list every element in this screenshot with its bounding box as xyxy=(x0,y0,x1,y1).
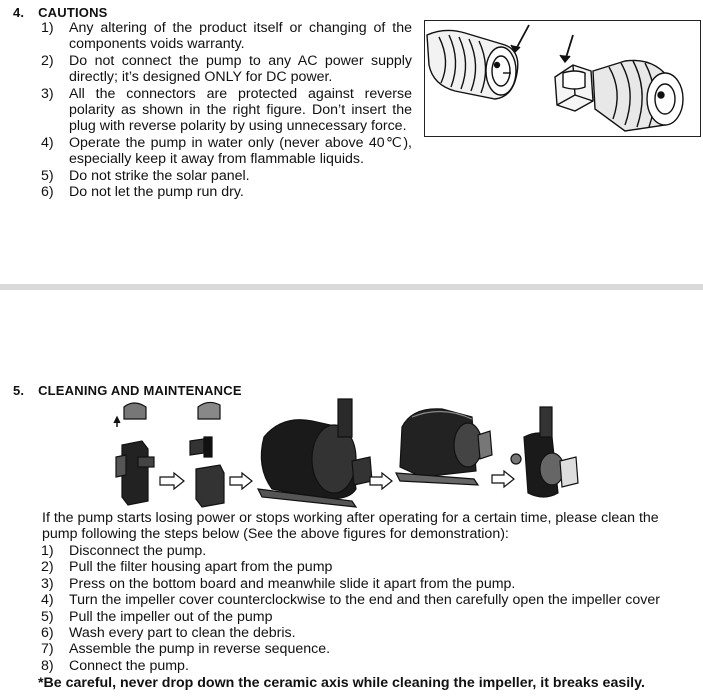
list-item: 6) Wash every part to clean the debris. xyxy=(41,625,296,642)
cleaning-number: 5. xyxy=(13,383,25,398)
connector-illustration xyxy=(425,21,699,135)
cleaning-title: CLEANING AND MAINTENANCE xyxy=(38,383,242,398)
cautions-heading xyxy=(13,5,108,20)
cautions-title: CAUTIONS xyxy=(38,5,108,20)
list-item: 4) Operate the pump in water only (never above 40℃), especially keep it away from flammable liquids. xyxy=(41,134,412,168)
list-item: 2) Pull the filter housing apart from the pump xyxy=(41,559,333,576)
cleaning-steps-figure xyxy=(112,397,582,515)
list-item: 5) Pull the impeller out of the pump xyxy=(41,608,273,625)
list-item: 3) Press on the bottom board and meanwhile slide it apart from the pump. xyxy=(41,575,516,592)
list-item: 7) Assemble the pump in reverse sequence. xyxy=(41,641,331,658)
pump-disassembly-illustration xyxy=(112,397,582,515)
list-item: 2) Do not connect the pump to any AC power supply directly; it’s designed ONLY for DC power. xyxy=(41,52,412,86)
list-item: 3) All the connectors are protected against reverse polarity as shown in the right figure. Don’t insert the plug with reverse polarity by using unnecessary force. xyxy=(41,85,412,135)
section-divider xyxy=(0,284,703,290)
list-item: 1) Any altering of the product itself or changing of the components voids warranty. xyxy=(41,20,412,53)
cleaning-intro: If the pump starts losing power or stops working after operating for a certain time, please clean the pump following the steps below (See the above figures for demonstration): xyxy=(42,510,659,543)
list-item: 6) Do not let the pump run dry. xyxy=(41,184,244,201)
cleaning-steps-list xyxy=(0,543,700,674)
list-item: 8) Connect the pump. xyxy=(41,657,189,674)
list-item: 5) Do not strike the solar panel. xyxy=(41,167,250,184)
cautions-number: 4. xyxy=(13,5,25,20)
connector-polarity-figure xyxy=(424,20,701,137)
cleaning-heading xyxy=(13,383,242,398)
cautions-list xyxy=(0,20,412,200)
list-item: 1) Disconnect the pump. xyxy=(41,543,207,559)
ceramic-axis-warning: *Be careful, never drop down the ceramic axis while cleaning the impeller, it breaks easily. xyxy=(38,675,645,691)
list-item: 4) Turn the impeller cover counterclockwise to the end and then carefully open the impeller cover xyxy=(41,592,660,609)
